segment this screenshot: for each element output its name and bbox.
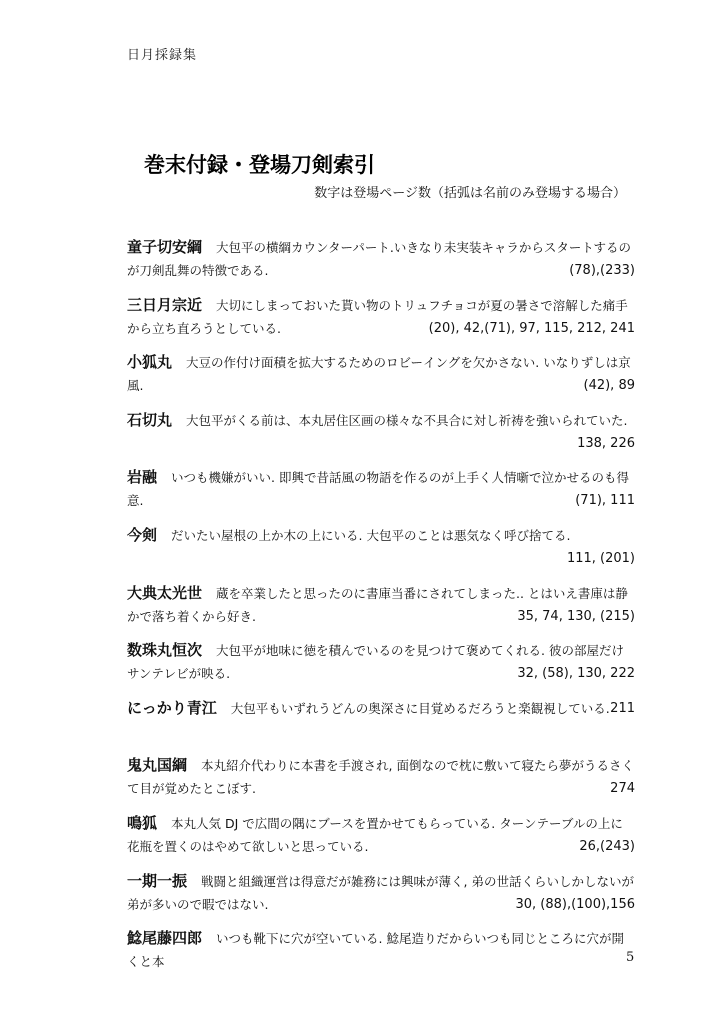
entry-name: 石切丸: [127, 410, 173, 429]
entry-pages: 35, 74, 130, (215): [517, 608, 635, 624]
sword-index-list: [127, 236, 635, 985]
index-entry: [127, 524, 635, 582]
entry-description: だいたい屋根の上か木の上にいる. 大包平のことは悪気なく呼び捨てる.: [171, 527, 571, 543]
entry-pages: (78),(233): [569, 263, 635, 278]
index-entry: [127, 582, 635, 640]
entry-pages: (20), 42,(71), 97, 115, 212, 241: [428, 320, 635, 336]
index-entry: [127, 294, 635, 352]
page-number: 5: [626, 950, 635, 965]
index-entry: [127, 351, 635, 409]
entry-name: 童子切安綱: [127, 238, 203, 256]
entry-pages: 138, 226: [577, 435, 635, 451]
index-entry: [127, 409, 635, 467]
entry-name: 鯰尾藤四郎: [127, 929, 203, 948]
section-subtitle: 数字は登場ページ数（括弧は名前のみ登場する場合）: [314, 186, 626, 201]
entry-name: 一期一振: [127, 871, 188, 890]
entry-description: いつも靴下に穴が空いている. 鯰尾造りだからいつも同じところに穴が開くと本: [127, 931, 624, 970]
entry-pages: 26,(243): [579, 838, 635, 854]
index-entry: [127, 754, 635, 812]
entry-pages: (42), 89: [583, 378, 635, 394]
entry-description: 蔵を卒業したと思ったのに書庫当番にされてしまった.. とはいえ書庫は静かで落ち着くから好き.: [127, 585, 628, 624]
entry-description: 本丸人気 DJ で広間の隅にブースを置かせてもらっている. ターンテーブルの上に花瓶を置くのはやめて欲しいと思っている.: [127, 815, 623, 854]
entry-name: 鳴狐: [127, 813, 158, 832]
entry-description: 大豆の作付け面積を拡大するためのロビーイングを欠かさない. いなりずしは京風.: [127, 355, 631, 394]
entry-description: いつも機嫌がいい. 即興で昔話風の物語を作るのが上手く人情噺で泣かせるのも得意.: [127, 470, 629, 509]
entry-name: 大典太光世: [127, 583, 203, 602]
entry-name: 岩融: [127, 468, 158, 487]
index-entry: [127, 697, 635, 755]
entry-pages: 274: [610, 781, 635, 797]
running-header: 日月採録集: [127, 48, 198, 63]
entry-description: 大包平が地味に徳を積んでいるのを見つけて褒めてくれる. 彼の部屋だけサンテレビが映る.: [127, 643, 624, 682]
entry-pages: 211: [610, 700, 635, 716]
entry-description: 大包平もいずれうどんの奥深さに目覚めるだろうと楽観視している.: [230, 700, 610, 716]
index-entry: [127, 236, 635, 294]
entry-name: にっかり青江: [127, 698, 217, 717]
entry-pages: 30, (88),(100),156: [515, 896, 635, 912]
entry-description: 戦闘と組織運営は得意だが雑務には興味が薄く, 弟の世話くらいしかしないが弟が多いので暇ではない.: [127, 873, 634, 912]
index-entry: [127, 927, 635, 985]
entry-name: 数珠丸恒次: [127, 641, 203, 660]
entry-description: 本丸紹介代わりに本書を手渡され, 面倒なので枕に敷いて寝たら夢がうるさくて目が覚めたとこぼす.: [127, 758, 634, 797]
index-entry: [127, 639, 635, 697]
entry-name: 鬼丸国綱: [127, 756, 188, 775]
index-entry: [127, 812, 635, 870]
entry-name: 今剣: [127, 525, 158, 544]
entry-pages: 111, (201): [566, 550, 635, 566]
entry-description: 大切にしまっておいた貰い物のトリュフチョコが夏の暑さで溶解した痛手から立ち直ろうとしている.: [127, 297, 628, 336]
index-entry: [127, 870, 635, 928]
entry-name: 小狐丸: [127, 353, 173, 372]
entry-name: 三日月宗近: [127, 295, 203, 314]
entry-description: 大包平がくる前は、本丸居住区画の様々な不具合に対し祈祷を強いられていた.: [186, 412, 628, 428]
index-entry: [127, 466, 635, 524]
entry-description: 大包平の横綱カウンターパート.いきなり未実装キャラからスタートするのが刀剣乱舞の特徴である.: [127, 240, 631, 278]
entry-pages: 32, (58), 130, 222: [517, 666, 635, 682]
section-title: 巻末付録・登場刀剣索引: [144, 153, 375, 177]
entry-pages: (71), 111: [575, 493, 635, 509]
